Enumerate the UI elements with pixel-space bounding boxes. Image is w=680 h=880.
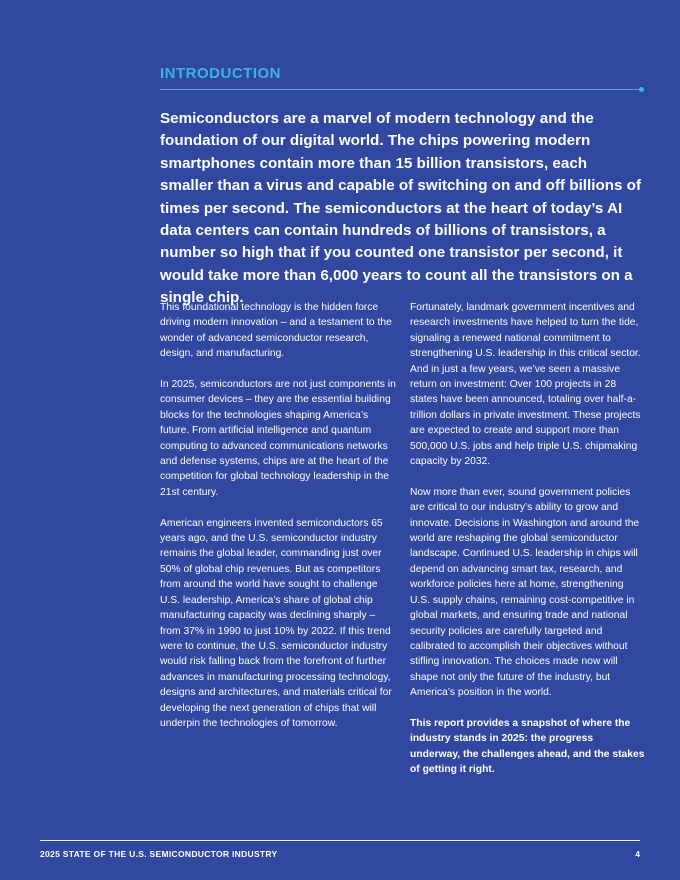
lead-paragraph: Semiconductors are a marvel of modern technology and the foundation of our digital world. The chips powering modern smartphones contain more than 15 billion transistors, each smaller than a virus and capable of switching on and off billions of times per second. The semiconductors at the heart of today’s AI data centers can contain hundreds of billions of transistors, a number so high that if you counted one transistor per second, it would take more than 6,000 years to count all the transistors on a single chip. [160,110,642,307]
left-column [160,300,396,747]
right-column [410,300,646,793]
section-title-rule [160,89,642,90]
left-paragraph-2: In 2025, semiconductors are not just components in consumer devices – they are the essential building blocks for the technologies shaping America’s future. From artificial intelligence and quantum computing to advanced communications networks and defense systems, chips are at the heart of the competition for global technology leadership in the 21st century. [160,379,396,498]
section-title: INTRODUCTION [160,65,281,82]
left-paragraph-1: This foundational technology is the hidden force driving modern innovation – and a testament to the wonder of advanced semiconductor research, design, and manufacturing. [160,302,392,360]
right-paragraph-1: Fortunately, landmark government incentives and research investments have helped to turn the tide, signaling a renewed national commitment to strengthening U.S. leadership in this critical sector. And in just a few years, we’ve seen a massive return on investment: Over 100 projects in 28 states have been announced, totaling over half-a-trillion dollars in private investment. These projects are expected to create and support more than 500,000 U.S. jobs and help triple U.S. chipmaking capacity by 2032. [410,302,641,468]
left-paragraph-3: American engineers invented semiconductors 65 years ago, and the U.S. semiconductor industry remains the global leader, commanding just over 50% of global chip revenues. But as competitors from around the world have sought to challenge U.S. leadership, America’s share of global chip manufacturing capacity was declining sharply – from 37% in 1990 to just 10% by 2022. If this trend were to continue, the U.S. semiconductor industry would risk falling back from the forefront of further advances in manufacturing processing technology, designs and architectures, and materials critical for developing the next generation of chips that will underpin the technologies of tomorrow. [160,517,392,729]
page-number: 4 [635,849,640,859]
footer-rule [40,840,640,841]
footer-title: 2025 STATE OF THE U.S. SEMICONDUCTOR INDUSTRY [40,849,278,859]
right-paragraph-summary: This report provides a snapshot of where the industry stands in 2025: the progress underway, the challenges ahead, and the stakes of getting it right. [410,717,645,776]
right-paragraph-2: Now more than ever, sound government policies are critical to our industry’s ability to grow and innovate. Decisions in Washington and around the world are reshaping the global semiconductor landscape. Continued U.S. leadership in chips will depend on advancing smart tax, research, and workforce policies here at home, strengthening U.S. supply chains, remaining cost-competitive in global markets, and ensuring trade and national security policies are carefully targeted and calibrated to accomplish their objectives without stifling innovation. The choices made now will shape not only the future of the industry, but America’s position in the world. [410,486,640,699]
